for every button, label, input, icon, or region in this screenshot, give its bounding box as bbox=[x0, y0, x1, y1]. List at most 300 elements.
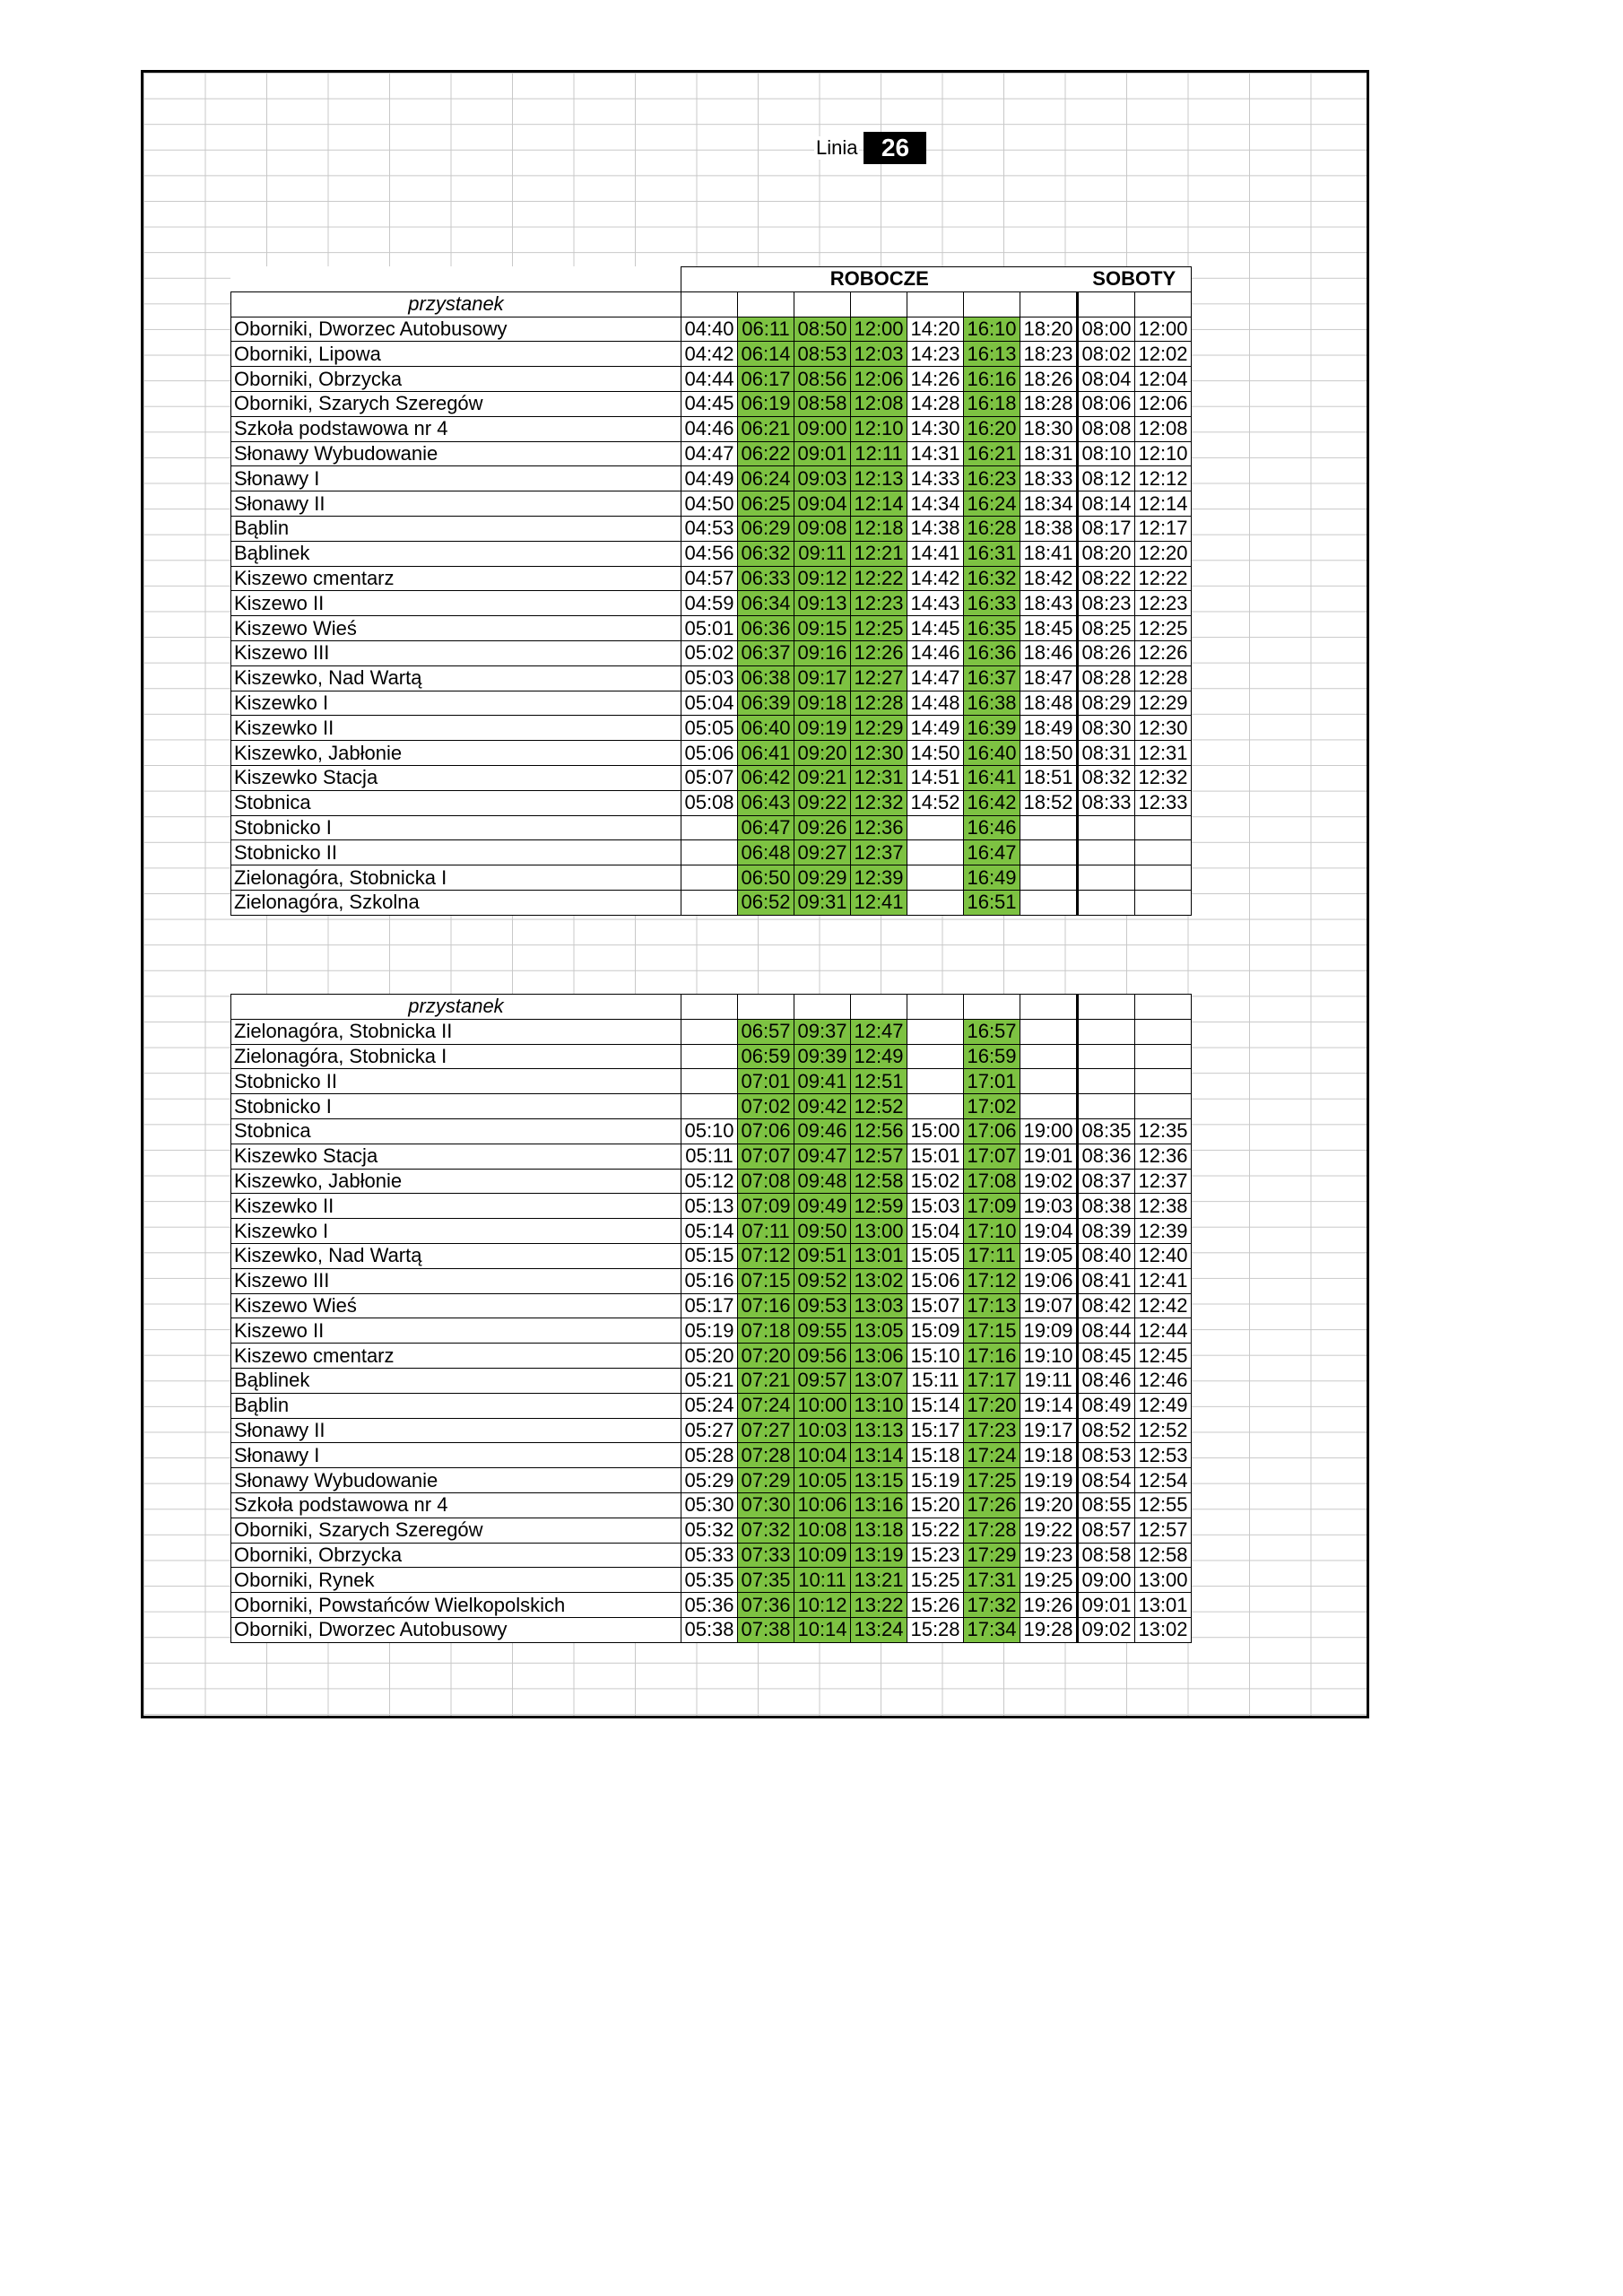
header-spacer bbox=[231, 267, 681, 292]
departure-time: 19:19 bbox=[1020, 1468, 1078, 1493]
departure-time: 19:14 bbox=[1020, 1393, 1078, 1418]
empty-header-cell bbox=[1135, 291, 1192, 317]
table-row bbox=[231, 1492, 1192, 1518]
departure-time: 08:04 bbox=[1078, 367, 1135, 392]
departure-time: 14:46 bbox=[907, 640, 964, 665]
departure-time bbox=[1135, 1044, 1192, 1069]
departure-time: 07:15 bbox=[738, 1268, 794, 1293]
departure-time: 09:02 bbox=[1078, 1617, 1135, 1642]
table-row bbox=[231, 1019, 1192, 1044]
departure-time bbox=[681, 1069, 738, 1094]
departure-time: 12:18 bbox=[851, 516, 907, 541]
departure-time: 12:53 bbox=[1135, 1443, 1192, 1468]
departure-time: 14:34 bbox=[907, 491, 964, 517]
empty-header-cell bbox=[738, 291, 794, 317]
departure-time: 09:26 bbox=[794, 815, 851, 840]
departure-time bbox=[1020, 890, 1078, 915]
departure-time: 09:13 bbox=[794, 591, 851, 616]
departure-time: 08:12 bbox=[1078, 466, 1135, 491]
departure-time: 05:05 bbox=[681, 716, 738, 741]
departure-time: 07:21 bbox=[738, 1368, 794, 1393]
stop-name: Bąblin bbox=[231, 1393, 681, 1418]
departure-time: 08:35 bbox=[1078, 1118, 1135, 1144]
departure-time: 12:36 bbox=[851, 815, 907, 840]
table-row bbox=[231, 790, 1192, 815]
departure-time: 19:23 bbox=[1020, 1543, 1078, 1568]
departure-time: 12:37 bbox=[1135, 1169, 1192, 1194]
departure-time: 19:05 bbox=[1020, 1243, 1078, 1268]
departure-time: 05:13 bbox=[681, 1194, 738, 1219]
stop-name: Stobnicko II bbox=[231, 840, 681, 865]
departure-time: 08:20 bbox=[1078, 541, 1135, 566]
departure-time: 12:57 bbox=[851, 1144, 907, 1169]
stop-name: Kiszewo cmentarz bbox=[231, 1344, 681, 1369]
departure-time: 09:47 bbox=[794, 1144, 851, 1169]
departure-time: 12:32 bbox=[1135, 765, 1192, 790]
departure-time: 12:32 bbox=[851, 790, 907, 815]
table-row bbox=[231, 1194, 1192, 1219]
departure-time: 08:06 bbox=[1078, 391, 1135, 416]
departure-time: 18:38 bbox=[1020, 516, 1078, 541]
departure-time bbox=[1078, 890, 1135, 915]
departure-time: 05:33 bbox=[681, 1543, 738, 1568]
departure-time: 13:14 bbox=[851, 1443, 907, 1468]
departure-time: 05:08 bbox=[681, 790, 738, 815]
departure-time: 08:54 bbox=[1078, 1468, 1135, 1493]
empty-header-cell bbox=[794, 291, 851, 317]
empty-header-cell bbox=[681, 995, 738, 1020]
departure-time: 14:38 bbox=[907, 516, 964, 541]
departure-time: 13:21 bbox=[851, 1568, 907, 1593]
departure-time: 12:28 bbox=[1135, 665, 1192, 691]
table-row bbox=[231, 1118, 1192, 1144]
departure-time: 08:50 bbox=[794, 317, 851, 342]
departure-time: 18:26 bbox=[1020, 367, 1078, 392]
departure-time: 16:28 bbox=[964, 516, 1020, 541]
departure-time bbox=[681, 1019, 738, 1044]
departure-time: 04:45 bbox=[681, 391, 738, 416]
departure-time: 04:57 bbox=[681, 566, 738, 591]
departure-time: 16:59 bbox=[964, 1044, 1020, 1069]
departure-time: 12:26 bbox=[1135, 640, 1192, 665]
departure-time: 08:02 bbox=[1078, 342, 1135, 367]
departure-time: 07:38 bbox=[738, 1617, 794, 1642]
departure-time: 08:30 bbox=[1078, 716, 1135, 741]
departure-time: 05:15 bbox=[681, 1243, 738, 1268]
table-row bbox=[231, 1443, 1192, 1468]
stop-name: Kiszewko, Nad Wartą bbox=[231, 665, 681, 691]
table-row bbox=[231, 1617, 1192, 1642]
stop-name: Kiszewko II bbox=[231, 716, 681, 741]
stop-name: Kiszewo III bbox=[231, 640, 681, 665]
departure-time: 12:47 bbox=[851, 1019, 907, 1044]
departure-time: 08:58 bbox=[1078, 1543, 1135, 1568]
table-row bbox=[231, 1144, 1192, 1169]
departure-time: 09:41 bbox=[794, 1069, 851, 1094]
departure-time: 14:33 bbox=[907, 466, 964, 491]
departure-time: 18:30 bbox=[1020, 416, 1078, 441]
table-row bbox=[231, 1169, 1192, 1194]
departure-time: 06:50 bbox=[738, 865, 794, 891]
stop-name: Stobnica bbox=[231, 1118, 681, 1144]
departure-time: 07:08 bbox=[738, 1169, 794, 1194]
departure-time: 06:32 bbox=[738, 541, 794, 566]
departure-time: 06:43 bbox=[738, 790, 794, 815]
departure-time: 16:47 bbox=[964, 840, 1020, 865]
departure-time: 09:03 bbox=[794, 466, 851, 491]
departure-time: 05:19 bbox=[681, 1318, 738, 1344]
departure-time: 12:06 bbox=[851, 367, 907, 392]
departure-time: 05:36 bbox=[681, 1593, 738, 1618]
departure-time: 08:23 bbox=[1078, 591, 1135, 616]
stop-name: Zielonagóra, Stobnicka II bbox=[231, 1019, 681, 1044]
departure-time: 09:15 bbox=[794, 616, 851, 641]
departure-time: 08:31 bbox=[1078, 741, 1135, 766]
departure-time: 17:32 bbox=[964, 1593, 1020, 1618]
departure-time bbox=[907, 890, 964, 915]
departure-time: 17:11 bbox=[964, 1243, 1020, 1268]
departure-time: 08:42 bbox=[1078, 1293, 1135, 1318]
departure-time: 12:22 bbox=[1135, 566, 1192, 591]
departure-time: 09:42 bbox=[794, 1094, 851, 1119]
departure-time: 04:49 bbox=[681, 466, 738, 491]
stop-header-row bbox=[231, 291, 1192, 317]
departure-time bbox=[1078, 1069, 1135, 1094]
departure-time: 16:46 bbox=[964, 815, 1020, 840]
departure-time bbox=[681, 815, 738, 840]
stop-name: Oborniki, Powstańców Wielkopolskich bbox=[231, 1593, 681, 1618]
departure-time: 07:29 bbox=[738, 1468, 794, 1493]
departure-time bbox=[907, 1069, 964, 1094]
departure-time: 15:19 bbox=[907, 1468, 964, 1493]
departure-time: 12:14 bbox=[851, 491, 907, 517]
departure-time: 14:50 bbox=[907, 741, 964, 766]
departure-time: 05:17 bbox=[681, 1293, 738, 1318]
table-row bbox=[231, 741, 1192, 766]
departure-time bbox=[1135, 1069, 1192, 1094]
stop-name: Słonawy I bbox=[231, 1443, 681, 1468]
departure-time: 12:58 bbox=[851, 1169, 907, 1194]
empty-header-cell bbox=[1020, 291, 1078, 317]
empty-header-cell bbox=[851, 995, 907, 1020]
departure-time: 19:11 bbox=[1020, 1368, 1078, 1393]
departure-time: 08:46 bbox=[1078, 1368, 1135, 1393]
departure-time: 10:04 bbox=[794, 1443, 851, 1468]
departure-time bbox=[1078, 1044, 1135, 1069]
departure-time: 09:52 bbox=[794, 1268, 851, 1293]
table-row bbox=[231, 1318, 1192, 1344]
departure-time: 12:55 bbox=[1135, 1492, 1192, 1518]
empty-header-cell bbox=[681, 291, 738, 317]
departure-time: 04:40 bbox=[681, 317, 738, 342]
empty-header-cell bbox=[1078, 291, 1135, 317]
stop-name: Kiszewo III bbox=[231, 1268, 681, 1293]
departure-time: 07:20 bbox=[738, 1344, 794, 1369]
departure-time: 09:01 bbox=[794, 441, 851, 466]
departure-time: 12:25 bbox=[1135, 616, 1192, 641]
departure-time: 13:16 bbox=[851, 1492, 907, 1518]
departure-time: 06:14 bbox=[738, 342, 794, 367]
departure-time: 09:11 bbox=[794, 541, 851, 566]
stop-name: Kiszewo Wieś bbox=[231, 1293, 681, 1318]
departure-time: 16:37 bbox=[964, 665, 1020, 691]
stop-name: Słonawy II bbox=[231, 1418, 681, 1443]
departure-time: 08:55 bbox=[1078, 1492, 1135, 1518]
empty-header-cell bbox=[964, 291, 1020, 317]
departure-time: 06:24 bbox=[738, 466, 794, 491]
header-row bbox=[231, 267, 1192, 292]
departure-time: 08:26 bbox=[1078, 640, 1135, 665]
stop-name: Kiszewo cmentarz bbox=[231, 566, 681, 591]
empty-header-cell bbox=[1078, 995, 1135, 1020]
departure-time: 17:31 bbox=[964, 1568, 1020, 1593]
departure-time: 18:23 bbox=[1020, 342, 1078, 367]
departure-time: 15:11 bbox=[907, 1368, 964, 1393]
departure-time: 09:46 bbox=[794, 1118, 851, 1144]
table-row bbox=[231, 342, 1192, 367]
departure-time: 18:33 bbox=[1020, 466, 1078, 491]
departure-time: 13:02 bbox=[851, 1268, 907, 1293]
departure-time: 07:24 bbox=[738, 1393, 794, 1418]
departure-time: 17:20 bbox=[964, 1393, 1020, 1418]
stop-name: Słonawy Wybudowanie bbox=[231, 441, 681, 466]
departure-time: 12:41 bbox=[1135, 1268, 1192, 1293]
departure-time: 05:27 bbox=[681, 1418, 738, 1443]
departure-time: 08:56 bbox=[794, 367, 851, 392]
departure-time: 08:10 bbox=[1078, 441, 1135, 466]
departure-time: 09:56 bbox=[794, 1344, 851, 1369]
empty-header-cell bbox=[907, 291, 964, 317]
table-row bbox=[231, 890, 1192, 915]
departure-time: 08:38 bbox=[1078, 1194, 1135, 1219]
departure-time bbox=[907, 1019, 964, 1044]
stop-name: Bąblin bbox=[231, 516, 681, 541]
departure-time: 18:45 bbox=[1020, 616, 1078, 641]
departure-time: 12:23 bbox=[1135, 591, 1192, 616]
departure-time: 12:46 bbox=[1135, 1368, 1192, 1393]
departure-time bbox=[1020, 815, 1078, 840]
departure-time bbox=[1135, 890, 1192, 915]
departure-time: 07:02 bbox=[738, 1094, 794, 1119]
departure-time: 14:49 bbox=[907, 716, 964, 741]
departure-time: 14:23 bbox=[907, 342, 964, 367]
departure-time bbox=[681, 890, 738, 915]
departure-time: 16:39 bbox=[964, 716, 1020, 741]
departure-time: 09:18 bbox=[794, 691, 851, 716]
departure-time: 12:52 bbox=[1135, 1418, 1192, 1443]
departure-time: 08:08 bbox=[1078, 416, 1135, 441]
departure-time: 16:18 bbox=[964, 391, 1020, 416]
departure-time: 06:36 bbox=[738, 616, 794, 641]
departure-time: 08:40 bbox=[1078, 1243, 1135, 1268]
departure-time: 05:01 bbox=[681, 616, 738, 641]
departure-time: 12:04 bbox=[1135, 367, 1192, 392]
departure-time: 06:21 bbox=[738, 416, 794, 441]
stop-name: Kiszewko II bbox=[231, 1194, 681, 1219]
stop-header-row bbox=[231, 995, 1192, 1020]
departure-time: 12:27 bbox=[851, 665, 907, 691]
departure-time: 14:48 bbox=[907, 691, 964, 716]
timetable-inbound bbox=[230, 994, 1192, 1643]
departure-time: 09:04 bbox=[794, 491, 851, 517]
departure-time: 10:12 bbox=[794, 1593, 851, 1618]
departure-time: 17:23 bbox=[964, 1418, 1020, 1443]
departure-time bbox=[907, 1094, 964, 1119]
table-row bbox=[231, 665, 1192, 691]
departure-time: 17:15 bbox=[964, 1318, 1020, 1344]
departure-time: 15:06 bbox=[907, 1268, 964, 1293]
departure-time: 06:29 bbox=[738, 516, 794, 541]
departure-time: 14:26 bbox=[907, 367, 964, 392]
departure-time: 18:52 bbox=[1020, 790, 1078, 815]
departure-time: 16:35 bbox=[964, 616, 1020, 641]
departure-time: 07:07 bbox=[738, 1144, 794, 1169]
departure-time: 19:07 bbox=[1020, 1293, 1078, 1318]
departure-time: 04:53 bbox=[681, 516, 738, 541]
departure-time: 05:10 bbox=[681, 1118, 738, 1144]
empty-header-cell bbox=[1135, 995, 1192, 1020]
stop-name: Oborniki, Obrzycka bbox=[231, 367, 681, 392]
departure-time: 18:42 bbox=[1020, 566, 1078, 591]
departure-time: 05:07 bbox=[681, 765, 738, 790]
empty-header-cell bbox=[794, 995, 851, 1020]
departure-time: 19:26 bbox=[1020, 1593, 1078, 1618]
departure-time: 05:02 bbox=[681, 640, 738, 665]
table-row bbox=[231, 416, 1192, 441]
departure-time: 04:56 bbox=[681, 541, 738, 566]
departure-time: 09:16 bbox=[794, 640, 851, 665]
departure-time: 09:50 bbox=[794, 1219, 851, 1244]
departure-time: 16:42 bbox=[964, 790, 1020, 815]
departure-time: 16:33 bbox=[964, 591, 1020, 616]
departure-time: 15:26 bbox=[907, 1593, 964, 1618]
departure-time: 07:16 bbox=[738, 1293, 794, 1318]
departure-time: 12:11 bbox=[851, 441, 907, 466]
table-row bbox=[231, 815, 1192, 840]
departure-time: 09:57 bbox=[794, 1368, 851, 1393]
departure-time: 10:09 bbox=[794, 1543, 851, 1568]
departure-time: 17:10 bbox=[964, 1219, 1020, 1244]
departure-time: 13:19 bbox=[851, 1543, 907, 1568]
departure-time: 18:34 bbox=[1020, 491, 1078, 517]
departure-time: 13:22 bbox=[851, 1593, 907, 1618]
departure-time: 19:17 bbox=[1020, 1418, 1078, 1443]
departure-time: 19:10 bbox=[1020, 1344, 1078, 1369]
departure-time: 15:25 bbox=[907, 1568, 964, 1593]
table-row bbox=[231, 566, 1192, 591]
departure-time bbox=[681, 840, 738, 865]
departure-time: 05:16 bbox=[681, 1268, 738, 1293]
departure-time: 12:41 bbox=[851, 890, 907, 915]
departure-time: 15:07 bbox=[907, 1293, 964, 1318]
departure-time: 09:01 bbox=[1078, 1593, 1135, 1618]
table-row bbox=[231, 1268, 1192, 1293]
departure-time: 12:35 bbox=[1135, 1118, 1192, 1144]
departure-time bbox=[907, 865, 964, 891]
departure-time: 14:31 bbox=[907, 441, 964, 466]
stop-name: Kiszewo II bbox=[231, 1318, 681, 1344]
departure-time: 19:09 bbox=[1020, 1318, 1078, 1344]
stop-name: Kiszewo Wieś bbox=[231, 616, 681, 641]
departure-time: 12:39 bbox=[1135, 1219, 1192, 1244]
departure-time: 14:43 bbox=[907, 591, 964, 616]
departure-time: 19:06 bbox=[1020, 1268, 1078, 1293]
departure-time bbox=[1135, 1019, 1192, 1044]
stop-name: Zielonagóra, Stobnicka I bbox=[231, 1044, 681, 1069]
departure-time: 13:01 bbox=[1135, 1593, 1192, 1618]
stop-name: Słonawy I bbox=[231, 466, 681, 491]
departure-time: 17:08 bbox=[964, 1169, 1020, 1194]
departure-time: 06:11 bbox=[738, 317, 794, 342]
departure-time: 13:07 bbox=[851, 1368, 907, 1393]
table-row bbox=[231, 1568, 1192, 1593]
departure-time: 12:42 bbox=[1135, 1293, 1192, 1318]
departure-time: 07:27 bbox=[738, 1418, 794, 1443]
departure-time: 14:45 bbox=[907, 616, 964, 641]
stop-name: Kiszewo II bbox=[231, 591, 681, 616]
departure-time: 19:04 bbox=[1020, 1219, 1078, 1244]
empty-header-cell bbox=[964, 995, 1020, 1020]
departure-time: 18:49 bbox=[1020, 716, 1078, 741]
departure-time: 16:41 bbox=[964, 765, 1020, 790]
departure-time: 06:47 bbox=[738, 815, 794, 840]
departure-time: 08:32 bbox=[1078, 765, 1135, 790]
stop-name: Oborniki, Lipowa bbox=[231, 342, 681, 367]
stop-column-header: przystanek bbox=[231, 291, 681, 317]
departure-time: 14:52 bbox=[907, 790, 964, 815]
departure-time: 09:21 bbox=[794, 765, 851, 790]
departure-time: 12:20 bbox=[1135, 541, 1192, 566]
departure-time: 12:51 bbox=[851, 1069, 907, 1094]
departure-time: 08:45 bbox=[1078, 1344, 1135, 1369]
departure-time: 06:37 bbox=[738, 640, 794, 665]
departure-time: 17:26 bbox=[964, 1492, 1020, 1518]
departure-time: 07:01 bbox=[738, 1069, 794, 1094]
table-row bbox=[231, 716, 1192, 741]
departure-time: 16:10 bbox=[964, 317, 1020, 342]
departure-time: 16:36 bbox=[964, 640, 1020, 665]
departure-time: 12:49 bbox=[851, 1044, 907, 1069]
departure-time: 17:28 bbox=[964, 1518, 1020, 1543]
table-row bbox=[231, 317, 1192, 342]
departure-time: 14:42 bbox=[907, 566, 964, 591]
table-row bbox=[231, 1543, 1192, 1568]
departure-time bbox=[1135, 815, 1192, 840]
departure-time: 10:08 bbox=[794, 1518, 851, 1543]
departure-time: 06:17 bbox=[738, 367, 794, 392]
departure-time: 04:50 bbox=[681, 491, 738, 517]
departure-time: 12:02 bbox=[1135, 342, 1192, 367]
stop-name: Szkoła podstawowa nr 4 bbox=[231, 1492, 681, 1518]
departure-time: 12:49 bbox=[1135, 1393, 1192, 1418]
departure-time: 17:34 bbox=[964, 1617, 1020, 1642]
departure-time: 15:01 bbox=[907, 1144, 964, 1169]
departure-time: 17:13 bbox=[964, 1293, 1020, 1318]
stop-name: Oborniki, Dworzec Autobusowy bbox=[231, 317, 681, 342]
departure-time: 08:52 bbox=[1078, 1418, 1135, 1443]
stop-name: Kiszewko Stacja bbox=[231, 1144, 681, 1169]
departure-time: 18:47 bbox=[1020, 665, 1078, 691]
departure-time: 12:26 bbox=[851, 640, 907, 665]
departure-time: 06:39 bbox=[738, 691, 794, 716]
table-row bbox=[231, 1219, 1192, 1244]
stop-name: Stobnicko II bbox=[231, 1069, 681, 1094]
departure-time: 16:31 bbox=[964, 541, 1020, 566]
departure-time: 05:38 bbox=[681, 1617, 738, 1642]
departure-time bbox=[907, 1044, 964, 1069]
table-row bbox=[231, 1344, 1192, 1369]
departure-time: 05:21 bbox=[681, 1368, 738, 1393]
